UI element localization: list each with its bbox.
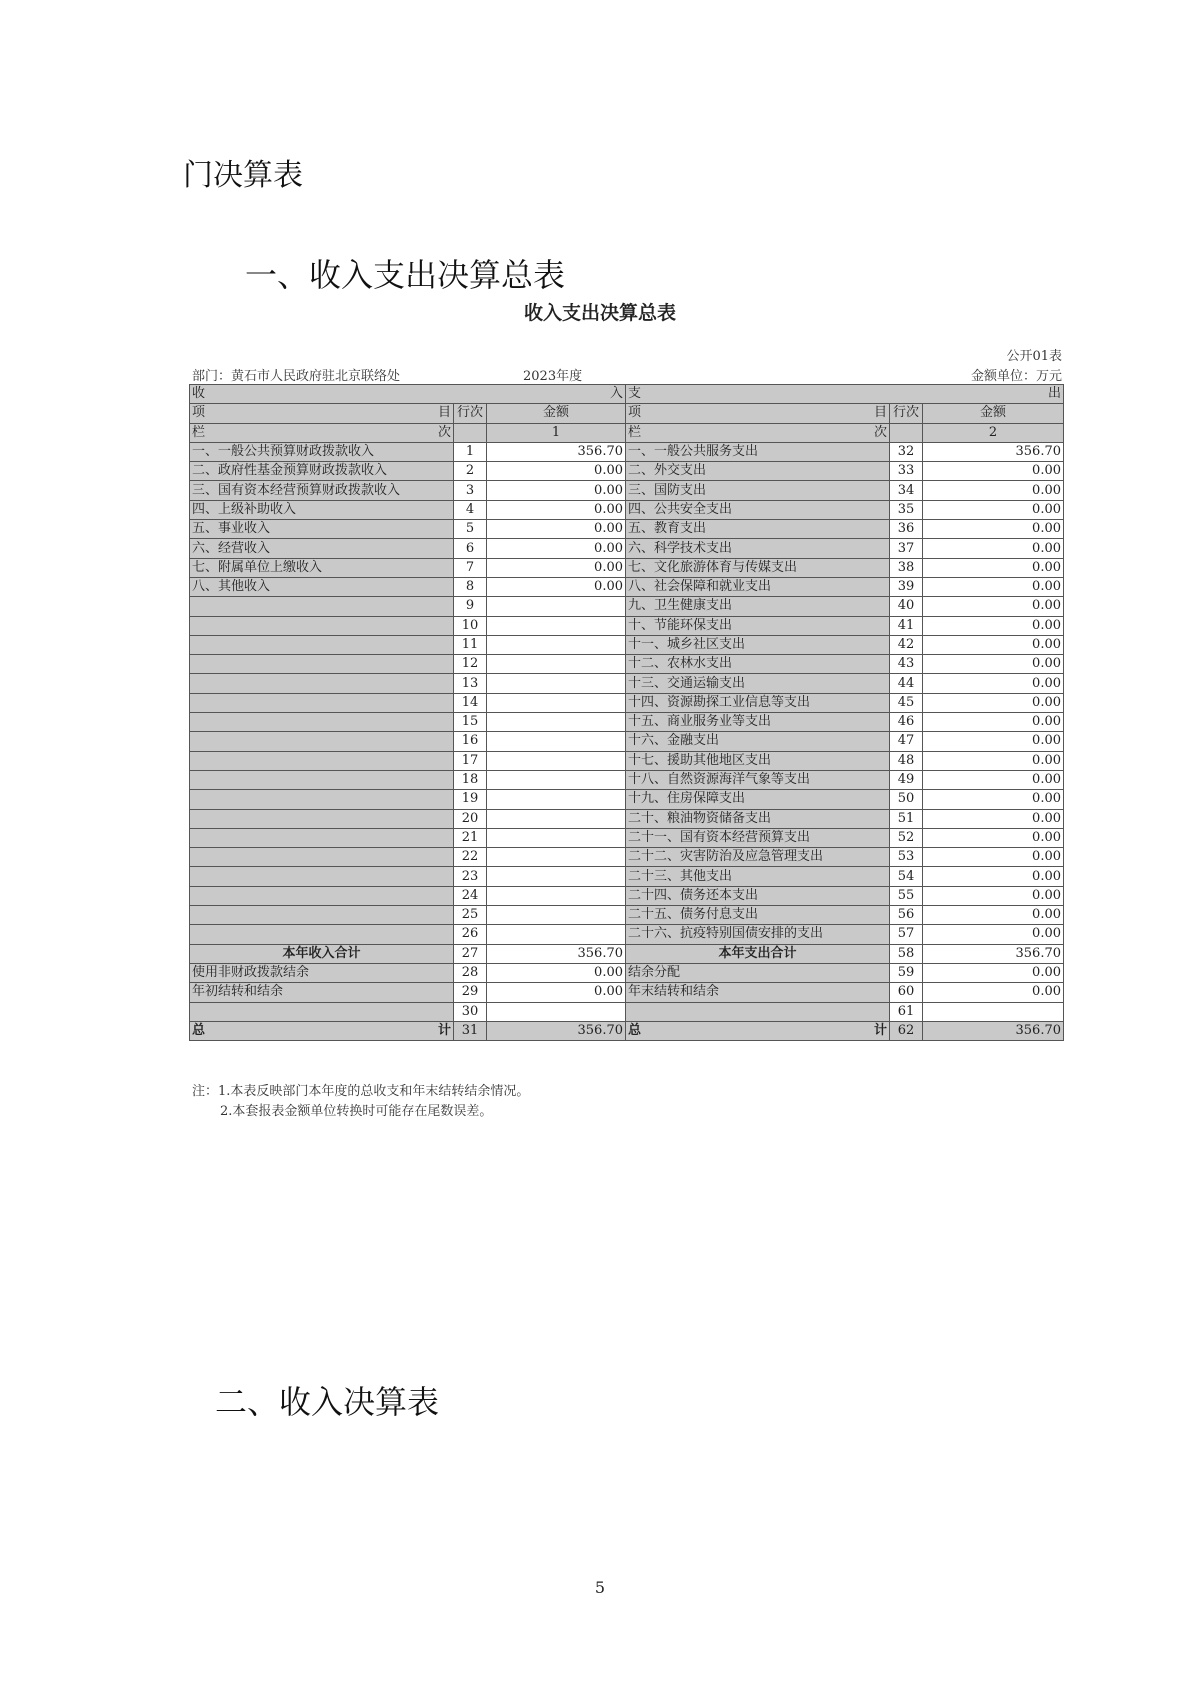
total-row [190, 1021, 1064, 1040]
income-item-label: 八、其他收入 [190, 577, 454, 596]
income-amount: 356.70 [487, 944, 626, 963]
income-item-label: 本年收入合计 [190, 944, 454, 963]
income-amount: 356.70 [487, 442, 626, 461]
header-row-income-expense [190, 385, 1064, 404]
income-row-number: 1 [454, 442, 487, 461]
income-item-label [190, 828, 454, 847]
section-title-2: 二、收入决算表 [215, 1383, 440, 1421]
income-item-label: 二、政府性基金预算财政拨款收入 [190, 462, 454, 481]
income-row-number: 30 [454, 1002, 487, 1021]
income-item-label: 年初结转和结余 [190, 983, 454, 1002]
expense-amount: 0.00 [923, 906, 1064, 925]
fiscal-year: 2023年度 [523, 369, 583, 384]
expense-amount: 0.00 [923, 713, 1064, 732]
income-row-number: 23 [454, 867, 487, 886]
expense-amount: 0.00 [923, 674, 1064, 693]
income-row-number: 24 [454, 886, 487, 905]
expense-row-number: 37 [890, 539, 923, 558]
table-row [190, 867, 1064, 886]
expense-row-number: 60 [890, 983, 923, 1002]
expense-item-label: 一、一般公共服务支出 [626, 442, 890, 461]
expense-item-label: 十七、援助其他地区支出 [626, 751, 890, 770]
expense-item-label: 十四、资源勘探工业信息等支出 [626, 693, 890, 712]
expense-amount: 0.00 [923, 693, 1064, 712]
expense-item-label: 十八、自然资源海洋气象等支出 [626, 770, 890, 789]
income-item-label [190, 867, 454, 886]
expense-row-number: 39 [890, 577, 923, 596]
expense-item-label: 六、科学技术支出 [626, 539, 890, 558]
table-row [190, 674, 1064, 693]
department-label: 部门：黄石市人民政府驻北京联络处 [192, 369, 401, 384]
total-label-right: 计 [873, 1022, 887, 1038]
expense-amount: 0.00 [923, 886, 1064, 905]
total-label-left: 总 [192, 1022, 206, 1038]
income-header [190, 385, 626, 404]
expense-row-number: 56 [890, 906, 923, 925]
column-index-header [626, 423, 890, 442]
income-item-label: 四、上级补助收入 [190, 500, 454, 519]
income-row-number: 4 [454, 500, 487, 519]
table-row [190, 790, 1064, 809]
income-item-label [190, 597, 454, 616]
income-amount [487, 713, 626, 732]
table-row [190, 462, 1064, 481]
income-item-label [190, 925, 454, 944]
income-header-right: 入 [609, 386, 623, 402]
expense-amount: 0.00 [923, 577, 1064, 596]
income-item-label [190, 751, 454, 770]
item-header-right: 目 [873, 405, 887, 421]
expense-amount: 0.00 [923, 983, 1064, 1002]
table-body [190, 385, 1064, 1041]
column-index-left: 栏 [628, 424, 642, 440]
header-row-column-index [190, 423, 1064, 442]
income-amount [487, 655, 626, 674]
expense-item-label: 十三、交通运输支出 [626, 674, 890, 693]
expense-row-number: 48 [890, 751, 923, 770]
income-item-label [190, 770, 454, 789]
expense-row-number: 32 [890, 442, 923, 461]
item-header [190, 404, 454, 423]
table-row [190, 500, 1064, 519]
table-row [190, 442, 1064, 461]
note-1: 注：1.本表反映部门本年度的总收支和年末结转结余情况。 [192, 1084, 530, 1099]
expense-amount: 0.00 [923, 500, 1064, 519]
expense-item-label: 二十五、债务付息支出 [626, 906, 890, 925]
empty-cell [890, 423, 923, 442]
income-item-label: 使用非财政拨款结余 [190, 963, 454, 982]
expense-item-label: 二、外交支出 [626, 462, 890, 481]
expense-amount: 0.00 [923, 635, 1064, 654]
expense-amount: 0.00 [923, 925, 1064, 944]
income-item-label [190, 635, 454, 654]
income-total-label [190, 1021, 454, 1040]
income-row-number: 25 [454, 906, 487, 925]
expense-amount: 0.00 [923, 963, 1064, 982]
table-title: 收入支出决算总表 [523, 302, 676, 324]
income-item-label: 一、一般公共预算财政拨款收入 [190, 442, 454, 461]
income-item-label [190, 713, 454, 732]
income-amount [487, 751, 626, 770]
income-row-number: 3 [454, 481, 487, 500]
income-row-number: 17 [454, 751, 487, 770]
amount-header: 金额 [923, 404, 1064, 423]
income-row-number: 29 [454, 983, 487, 1002]
expense-amount: 0.00 [923, 828, 1064, 847]
income-item-label: 七、附属单位上缴收入 [190, 558, 454, 577]
column-index-right: 次 [437, 424, 451, 440]
expense-item-label: 五、教育支出 [626, 520, 890, 539]
expense-row-number: 33 [890, 462, 923, 481]
expense-amount: 0.00 [923, 520, 1064, 539]
expense-amount: 0.00 [923, 848, 1064, 867]
column-index-header [190, 423, 454, 442]
table-row [190, 1002, 1064, 1021]
table-row [190, 655, 1064, 674]
form-code: 公开01表 [1006, 349, 1062, 364]
expense-amount: 0.00 [923, 867, 1064, 886]
total-label-left: 总 [628, 1022, 642, 1038]
income-item-label: 三、国有资本经营预算财政拨款收入 [190, 481, 454, 500]
table-row [190, 577, 1064, 596]
income-amount: 0.00 [487, 481, 626, 500]
expense-row-number: 54 [890, 867, 923, 886]
expense-row-number: 35 [890, 500, 923, 519]
expense-item-label: 八、社会保障和就业支出 [626, 577, 890, 596]
income-amount: 0.00 [487, 963, 626, 982]
income-amount: 0.00 [487, 500, 626, 519]
table-row [190, 597, 1064, 616]
income-expenditure-table [189, 384, 1064, 1041]
income-row-number: 22 [454, 848, 487, 867]
income-row-number: 27 [454, 944, 487, 963]
income-row-number: 10 [454, 616, 487, 635]
expense-row-number: 40 [890, 597, 923, 616]
income-item-label [190, 693, 454, 712]
income-item-label [190, 655, 454, 674]
expense-item-label: 三、国防支出 [626, 481, 890, 500]
row-no-header: 行次 [454, 404, 487, 423]
income-amount [487, 693, 626, 712]
income-header-left: 收 [192, 386, 206, 402]
income-amount [487, 809, 626, 828]
income-amount: 0.00 [487, 577, 626, 596]
expense-item-label: 二十二、灾害防治及应急管理支出 [626, 848, 890, 867]
expense-item-label: 二十四、债务还本支出 [626, 886, 890, 905]
income-item-label [190, 732, 454, 751]
page-number: 5 [594, 1578, 606, 1597]
expense-item-label: 本年支出合计 [626, 944, 890, 963]
income-row-number: 14 [454, 693, 487, 712]
expense-amount: 0.00 [923, 655, 1064, 674]
expense-item-label: 四、公共安全支出 [626, 500, 890, 519]
income-amount [487, 597, 626, 616]
expense-amount: 356.70 [923, 442, 1064, 461]
expense-item-label: 年末结转和结余 [626, 983, 890, 1002]
income-row-number: 11 [454, 635, 487, 654]
table-row [190, 809, 1064, 828]
expense-row-number: 43 [890, 655, 923, 674]
income-row-number: 16 [454, 732, 487, 751]
expense-amount: 356.70 [923, 944, 1064, 963]
table-row [190, 520, 1064, 539]
expense-total-label [626, 1021, 890, 1040]
column-2-index: 2 [923, 423, 1064, 442]
income-amount [487, 790, 626, 809]
table-row [190, 906, 1064, 925]
expense-row-number: 47 [890, 732, 923, 751]
expense-row-number: 45 [890, 693, 923, 712]
expense-item-label: 十九、住房保障支出 [626, 790, 890, 809]
item-header-left: 项 [192, 405, 206, 421]
expense-row-number: 55 [890, 886, 923, 905]
income-row-number: 28 [454, 963, 487, 982]
section-title-1: 一、收入支出决算总表 [245, 256, 566, 294]
expense-amount [923, 1002, 1064, 1021]
item-header-right: 目 [437, 405, 451, 421]
table-row [190, 848, 1064, 867]
table-row [190, 751, 1064, 770]
income-amount [487, 674, 626, 693]
subtotal-row [190, 944, 1064, 963]
header-row-columns [190, 404, 1064, 423]
expense-row-number: 52 [890, 828, 923, 847]
expense-item-label: 九、卫生健康支出 [626, 597, 890, 616]
expense-item-label: 二十一、国有资本经营预算支出 [626, 828, 890, 847]
table-row [190, 558, 1064, 577]
expense-item-label: 二十、粮油物资储备支出 [626, 809, 890, 828]
income-row-number: 13 [454, 674, 487, 693]
table-row [190, 983, 1064, 1002]
expense-row-number: 62 [890, 1021, 923, 1040]
income-item-label: 五、事业收入 [190, 520, 454, 539]
amount-unit: 金额单位：万元 [970, 369, 1062, 384]
expense-total-amount: 356.70 [923, 1021, 1064, 1040]
table-row [190, 693, 1064, 712]
expense-row-number: 44 [890, 674, 923, 693]
empty-cell [454, 423, 487, 442]
expense-header-left: 支 [628, 386, 642, 402]
table-row [190, 886, 1064, 905]
income-amount: 0.00 [487, 558, 626, 577]
expense-amount: 0.00 [923, 809, 1064, 828]
income-amount [487, 848, 626, 867]
expense-item-label: 二十三、其他支出 [626, 867, 890, 886]
expense-item-label: 七、文化旅游体育与传媒支出 [626, 558, 890, 577]
income-row-number: 31 [454, 1021, 487, 1040]
expense-amount: 0.00 [923, 597, 1064, 616]
table-row [190, 963, 1064, 982]
note-2: 2.本套报表金额单位转换时可能存在尾数误差。 [220, 1104, 493, 1119]
income-item-label [190, 886, 454, 905]
table-row [190, 732, 1064, 751]
expense-row-number: 53 [890, 848, 923, 867]
income-amount [487, 828, 626, 847]
expense-amount: 0.00 [923, 790, 1064, 809]
expense-row-number: 57 [890, 925, 923, 944]
income-item-label [190, 906, 454, 925]
income-item-label: 六、经营收入 [190, 539, 454, 558]
income-row-number: 18 [454, 770, 487, 789]
expense-amount: 0.00 [923, 558, 1064, 577]
table-row [190, 635, 1064, 654]
table-row [190, 828, 1064, 847]
expense-row-number: 61 [890, 1002, 923, 1021]
income-amount: 0.00 [487, 520, 626, 539]
expense-item-label: 十、节能环保支出 [626, 616, 890, 635]
expense-amount: 0.00 [923, 616, 1064, 635]
income-amount [487, 732, 626, 751]
column-index-left: 栏 [192, 424, 206, 440]
income-row-number: 19 [454, 790, 487, 809]
table-row [190, 481, 1064, 500]
expense-item-label: 十五、商业服务业等支出 [626, 713, 890, 732]
income-item-label [190, 1002, 454, 1021]
income-amount [487, 770, 626, 789]
expense-row-number: 59 [890, 963, 923, 982]
column-1-index: 1 [487, 423, 626, 442]
expense-item-label [626, 1002, 890, 1021]
income-amount [487, 616, 626, 635]
expense-row-number: 51 [890, 809, 923, 828]
item-header-left: 项 [628, 405, 642, 421]
expense-amount: 0.00 [923, 751, 1064, 770]
income-row-number: 20 [454, 809, 487, 828]
income-row-number: 5 [454, 520, 487, 539]
expense-item-label: 结余分配 [626, 963, 890, 982]
total-label-right: 计 [437, 1022, 451, 1038]
expense-row-number: 50 [890, 790, 923, 809]
income-row-number: 2 [454, 462, 487, 481]
income-amount [487, 867, 626, 886]
expense-amount: 0.00 [923, 770, 1064, 789]
expense-amount: 0.00 [923, 732, 1064, 751]
income-amount: 0.00 [487, 462, 626, 481]
income-row-number: 12 [454, 655, 487, 674]
expense-header [626, 385, 1064, 404]
income-total-amount: 356.70 [487, 1021, 626, 1040]
income-row-number: 21 [454, 828, 487, 847]
income-amount [487, 925, 626, 944]
income-amount: 0.00 [487, 983, 626, 1002]
item-header [626, 404, 890, 423]
chapter-title: 门决算表 [183, 158, 303, 193]
expense-amount: 0.00 [923, 539, 1064, 558]
expense-item-label: 十二、农林水支出 [626, 655, 890, 674]
income-amount [487, 906, 626, 925]
income-row-number: 9 [454, 597, 487, 616]
income-row-number: 6 [454, 539, 487, 558]
amount-header: 金额 [487, 404, 626, 423]
income-item-label [190, 790, 454, 809]
expense-item-label: 十六、金融支出 [626, 732, 890, 751]
income-row-number: 26 [454, 925, 487, 944]
expense-row-number: 38 [890, 558, 923, 577]
income-row-number: 8 [454, 577, 487, 596]
expense-row-number: 58 [890, 944, 923, 963]
table-row [190, 770, 1064, 789]
income-item-label [190, 616, 454, 635]
expense-amount: 0.00 [923, 481, 1064, 500]
expense-row-number: 34 [890, 481, 923, 500]
income-item-label [190, 848, 454, 867]
expense-item-label: 十一、城乡社区支出 [626, 635, 890, 654]
income-row-number: 15 [454, 713, 487, 732]
column-index-right: 次 [873, 424, 887, 440]
income-amount [487, 1002, 626, 1021]
table-row [190, 539, 1064, 558]
income-row-number: 7 [454, 558, 487, 577]
table-row [190, 616, 1064, 635]
income-item-label [190, 809, 454, 828]
expense-row-number: 41 [890, 616, 923, 635]
table-row [190, 925, 1064, 944]
table-row [190, 713, 1064, 732]
income-amount [487, 635, 626, 654]
expense-row-number: 36 [890, 520, 923, 539]
expense-row-number: 42 [890, 635, 923, 654]
expense-header-right: 出 [1047, 386, 1061, 402]
expense-amount: 0.00 [923, 462, 1064, 481]
expense-row-number: 46 [890, 713, 923, 732]
income-amount: 0.00 [487, 539, 626, 558]
income-amount [487, 886, 626, 905]
income-item-label [190, 674, 454, 693]
expense-row-number: 49 [890, 770, 923, 789]
row-no-header: 行次 [890, 404, 923, 423]
expense-item-label: 二十六、抗疫特别国债安排的支出 [626, 925, 890, 944]
